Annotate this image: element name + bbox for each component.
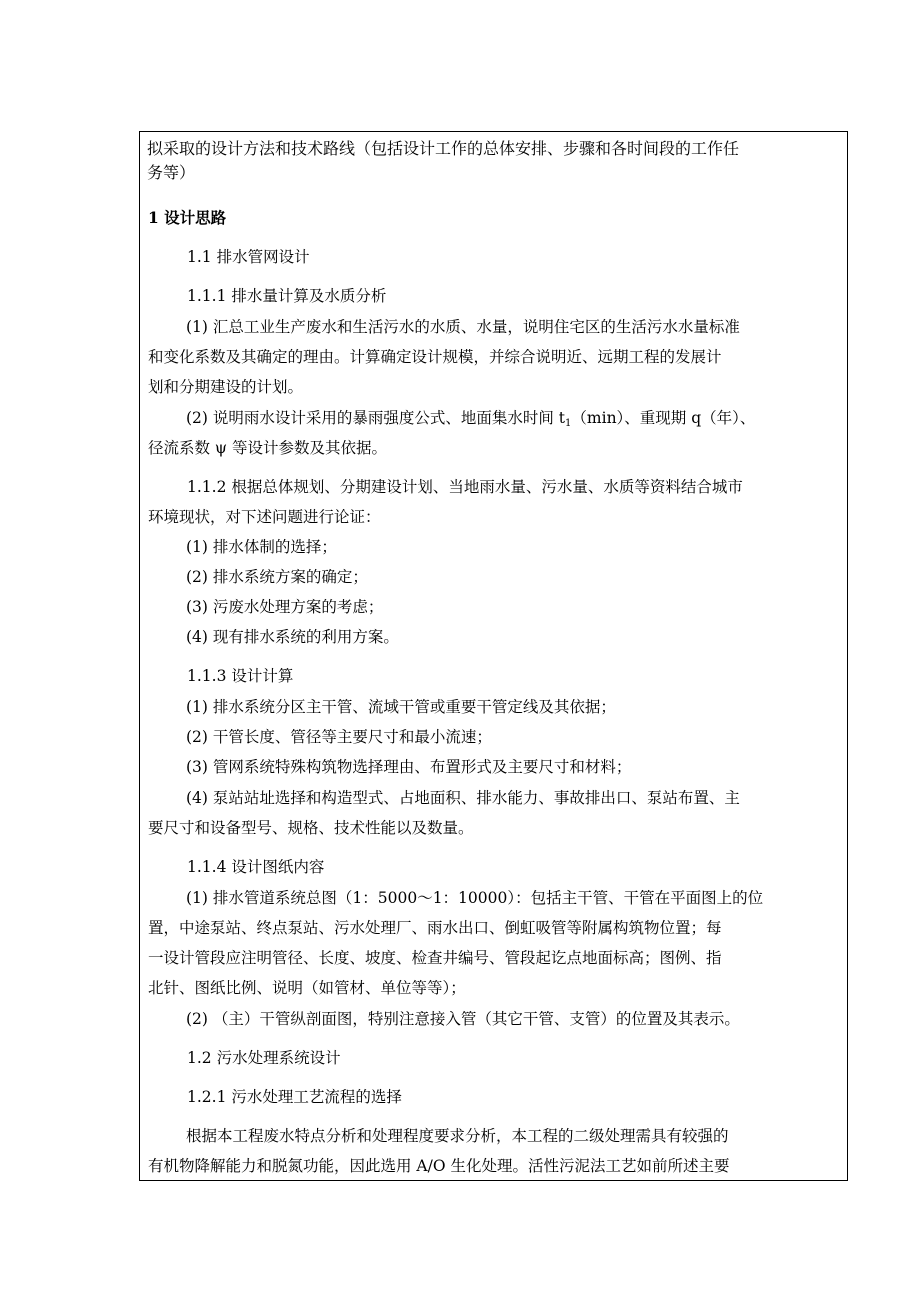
list-item: (1) 排水体制的选择；: [186, 538, 337, 556]
paragraph-line: 要尺寸和设备型号、规格、技术性能以及数量。: [148, 819, 474, 837]
paragraph-line: 环境现状，对下述问题进行论证：: [148, 508, 381, 526]
subsection-1-1-2-title: 1.1.2 根据总体规划、分期建设计划、当地雨水量、污水量、水质等资料结合城市: [187, 478, 743, 496]
list-item: (2) 干管长度、管径等主要尺寸和最小流速；: [186, 728, 492, 746]
paragraph-line: 置，中途泵站、终点泵站、污水处理厂、雨水出口、倒虹吸管等附属构筑物位置；每: [148, 919, 722, 937]
subsection-1-2-1-title: 1.2.1 污水处理工艺流程的选择: [187, 1088, 402, 1106]
subscript-1: 1: [565, 418, 572, 429]
subsection-1-2-title: 1.2 污水处理系统设计: [187, 1049, 341, 1067]
paragraph-line: 和变化系数及其确定的理由。计算确定设计规模，并综合说明近、远期工程的发展计: [148, 348, 722, 366]
paragraph-line: 有机物降解能力和脱氮功能，因此选用 A/O 生化处理。活性污泥法工艺如前所述主要: [148, 1157, 730, 1175]
paragraph-line: 一设计管段应注明管径、长度、坡度、检查井编号、管段起讫点地面标高；图例、指: [148, 949, 722, 967]
paragraph-line: 径流系数 ψ 等设计参数及其依据。: [148, 439, 388, 457]
subsection-1-1-4-title: 1.1.4 设计图纸内容: [187, 858, 325, 876]
list-item: (2) 排水系统方案的确定；: [186, 568, 368, 586]
list-item: (3) 污废水处理方案的考虑；: [186, 598, 384, 616]
paragraph-line: (1) 排水管道系统总图（1：5000～1：10000）：包括主干管、干管在平面图上的位: [186, 889, 764, 907]
list-item: (4) 泵站站址选择和构造型式、占地面积、排水能力、事故排出口、泵站布置、主: [186, 789, 740, 807]
section-1-title: 1 设计思路: [148, 208, 227, 227]
paragraph-line: 北针、图纸比例、说明（如管材、单位等等）；: [148, 979, 466, 997]
subsection-1-1-1-title: 1.1.1 排水量计算及水质分析: [187, 287, 387, 305]
intro-heading-line-2: 务等）: [147, 163, 196, 182]
paragraph-line-rain-formula: [186, 406, 920, 436]
list-item: (3) 管网系统特殊构筑物选择理由、布置形式及主要尺寸和材料；: [186, 758, 632, 776]
paragraph-line: 划和分期建设的计划。: [148, 378, 304, 396]
intro-heading-line-1: 拟采取的设计方法和技术路线（包括设计工作的总体安排、步骤和各时间段的工作任: [147, 139, 740, 158]
list-item: (4) 现有排水系统的利用方案。: [186, 628, 399, 646]
paragraph-line: (1) 汇总工业生产废水和生活污水的水质、水量，说明住宅区的生活污水水量标准: [186, 318, 740, 336]
rain-text-after: （min）、重现期 q（年）、: [571, 409, 756, 427]
list-item: (1) 排水系统分区主干管、流域干管或重要干管定线及其依据；: [186, 698, 616, 716]
rain-text-before: (2) 说明雨水设计采用的暴雨强度公式、地面集水时间 t: [186, 409, 566, 427]
paragraph-line: (2) （主）干管纵剖面图，特别注意接入管（其它干管、支管）的位置及其表示。: [186, 1010, 740, 1028]
subsection-1-1-3-title: 1.1.3 设计计算: [187, 667, 294, 685]
subsection-1-1-title: 1.1 排水管网设计: [187, 248, 310, 266]
paragraph-line: 根据本工程废水特点分析和处理程度要求分析，本工程的二级处理需具有较强的: [186, 1127, 729, 1145]
